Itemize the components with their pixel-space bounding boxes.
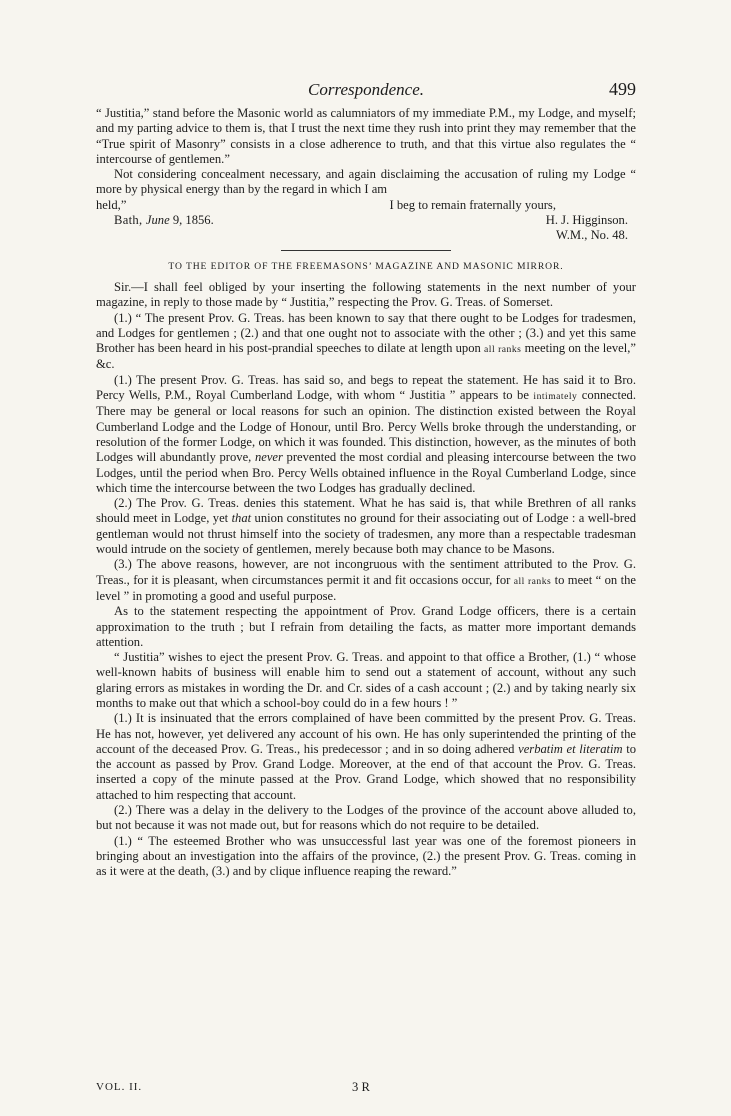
closing-held: held,” bbox=[96, 197, 127, 212]
italic-run: never bbox=[254, 450, 283, 465]
letter2-paragraph-2 bbox=[96, 311, 636, 373]
text-run: meeting on the level,” &c. bbox=[96, 341, 636, 372]
text-run: (1.) It is insinuated that the errors complained of have been committed by the present Prov. G. Treas. He has not, however, yet delivered any account of his own. He has only superintended the printing of the account of the deceased Prov. G. Treas., his predecessor ; and in so doing adhered bbox=[96, 711, 636, 756]
text-run: connected. There may be general or local reasons for such an opinion. The distinction existed between the Royal Cumberland Lodge and the Lodge of Honour, until Bro. Percy Wells broke through the understanding, or resolution of the former Lodge, on which it was founded. This distinction, however, as the minutes of both Lodges will abundantly prove, bbox=[96, 388, 636, 465]
letter2-paragraph-10: (1.) “ The esteemed Brother who was unsuccessful last year was one of the foremost pioneers in bringing about an investigation into the affairs of the province, (2.) the present Prov. G. Treas. coming in as it were at the death, (3.) and by clique influence reaping the reward.” bbox=[96, 833, 636, 879]
letter2-paragraph-8 bbox=[96, 711, 636, 803]
date-rest: 9, 1856. bbox=[169, 213, 214, 228]
section-divider bbox=[281, 250, 451, 251]
letter2-paragraph-1: Sir.—I shall feel obliged by your inserting the following statements in the next number of your magazine, in reply to those made by “ Justitia,” respecting the Prov. G. Treas. of Somerset. bbox=[96, 279, 636, 310]
volume-label: VOL. II. bbox=[96, 1081, 143, 1093]
italic-run: verbatim et literatim bbox=[518, 741, 623, 756]
letter1-paragraph-1: “ Justitia,” stand before the Masonic world as calumniators of my immediate P.M., my Lodge, and myself; and my parting advice to them is, that I trust the next time they rush into print they may remember that the “True spirit of Masonry” consists in a close adherence to truth, and that this virtue also regulates the “ intercourse of gentlemen.” bbox=[96, 106, 636, 166]
page-body bbox=[96, 106, 636, 880]
signer-office: W.M., No. 48. bbox=[556, 228, 628, 243]
running-title: Correspondence. bbox=[308, 80, 424, 99]
letter2-heading: TO THE EDITOR OF THE FREEMASONS’ MAGAZINE AND MASONIC MIRROR. bbox=[168, 260, 564, 272]
letter1-paragraph-2: Not considering concealment necessary, and again disclaiming the accusation of ruling my Lodge “ more by physical energy than by the regard in which I am bbox=[96, 167, 636, 197]
page-header bbox=[96, 76, 636, 106]
place-date bbox=[114, 213, 214, 228]
closing-row bbox=[96, 198, 636, 213]
text-run: prevented the most cordial and pleasing intercourse between the two Lodges, until the period when Bro. Percy Wells obtained influence in the Royal Cumberland Lodge, since which time the intercourse between the two Lodges has gradually declined. bbox=[96, 450, 636, 495]
letter2-paragraph-7: “ Justitia” wishes to eject the present Prov. G. Treas. and appoint to that office a Brother, (1.) “ whose well-known habits of business will enable him to send out a statement of account, without any such glaring errors as mistakes in wording the Dr. and Cr. sides of a cash account ; (2.) and by taking nearly six months to make out that which a school-boy could do in a few hours ! ” bbox=[96, 650, 636, 710]
signature-mark: 3 R bbox=[352, 1080, 370, 1094]
text-run: to meet “ on the level ” in promoting a good and useful purpose. bbox=[96, 572, 636, 603]
letter2-paragraph-4 bbox=[96, 496, 636, 557]
date-month: June bbox=[145, 213, 170, 228]
italic-run: that bbox=[231, 511, 252, 526]
letter2-paragraph-6: As to the statement respecting the appointment of Prov. Grand Lodge officers, there is a certain approximation to the truth ; but I refrain from detailing the facts, as matter more important demands attention. bbox=[96, 604, 636, 649]
small-caps-run: intimately bbox=[533, 391, 578, 403]
text-run: to the account as passed by Prov. Grand Lodge. Moreover, at the end of that account the Prov. G. Treas. inserted a copy of the minute passed at the Prov. Grand Lodge, which showed that no responsibility attached to him respecting that account. bbox=[96, 741, 637, 802]
letter2-paragraph-9: (2.) There was a delay in the delivery to the Lodges of the province of the account above alluded to, but not because it was not made out, but for reasons which do not require to be detailed. bbox=[96, 803, 636, 833]
text-run: (1.) The present Prov. G. Treas. has said so, and begs to repeat the statement. He has said it to Bro. Percy Wells, P.M., Royal Cumberland Lodge, with whom “ Justitia ” appears to be bbox=[96, 372, 636, 403]
text-run: union constitutes no ground for their associating out of Lodge : a well-bred gentleman would not thrust himself into the society of tradesmen, any more than a respectable tradesman would intrude on the society of gentlemen, merely because both may chance to be Masons. bbox=[96, 511, 636, 557]
place: Bath, bbox=[114, 213, 146, 228]
signer-name: H. J. Higginson. bbox=[545, 213, 628, 228]
letter2-paragraph-3 bbox=[96, 373, 636, 496]
page-number: 499 bbox=[609, 79, 636, 99]
text-run: (2.) The Prov. G. Treas. denies this statement. What he has said is, that while Brethren of all ranks should meet in Lodge, yet bbox=[96, 496, 636, 526]
signature-row bbox=[114, 213, 636, 228]
text-run: (1.) “ The present Prov. G. Treas. has been known to say that there ought to be Lodges for tradesmen, and Lodges for gentlemen ; (2.) and that one ought not to associate with the other ; (3.) and yet this same Brother has been heard in his post-prandial speeches to dilate at length upon bbox=[96, 310, 636, 356]
closing-salutation: I beg to remain fraternally yours, bbox=[389, 197, 556, 212]
small-caps-run: all ranks bbox=[484, 344, 522, 356]
letter2-paragraph-5 bbox=[96, 557, 636, 604]
small-caps-run: all ranks bbox=[513, 575, 552, 587]
text-run: (3.) The above reasons, however, are not incongruous with the sentiment attributed to the Prov. G. Treas., for it is pleasant, when circumstances permit it and fit occasions occur, for bbox=[96, 557, 636, 587]
page bbox=[96, 76, 636, 880]
